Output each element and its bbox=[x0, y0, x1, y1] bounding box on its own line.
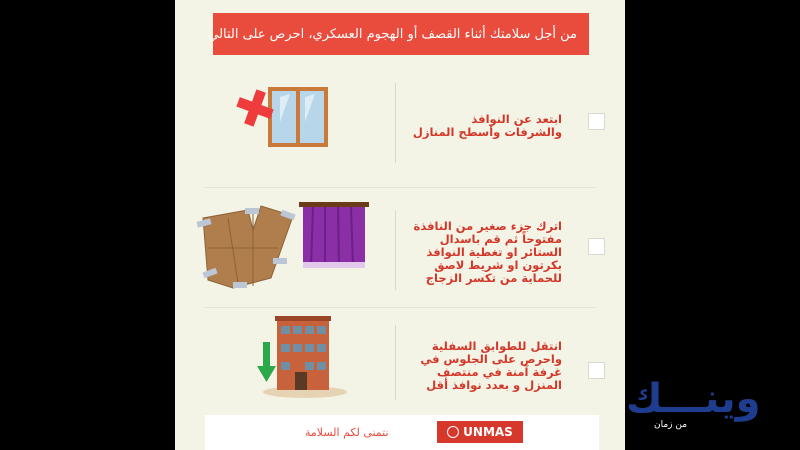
item-2-text: اترك جزء صغير من النافذة مفتوحاً ثم قم باسدال الستائر او تغطية النوافذ بكرتون او شريط لاصق للحماية من تكسر الزجاج bbox=[413, 219, 562, 285]
building-with-down-arrow-illustration bbox=[255, 312, 355, 402]
row-divider bbox=[205, 187, 595, 188]
watermark-tagline: من زمان bbox=[654, 420, 688, 430]
item-3-text: انتقل للطوابق السفلية واحرص على الجلوس في غرفة آمنة في منتصف المنزل و بعدد نوافذ أقل bbox=[420, 339, 562, 392]
window-with-x-illustration bbox=[235, 82, 335, 152]
unmas-label: UNMAS bbox=[463, 425, 513, 439]
column-divider bbox=[395, 325, 396, 400]
poster-footer bbox=[205, 415, 599, 450]
item-3-checkbox[interactable] bbox=[588, 362, 605, 379]
item-1-checkbox[interactable] bbox=[588, 113, 605, 130]
column-divider bbox=[395, 210, 396, 290]
watermark-brand: وينـــك bbox=[626, 376, 761, 422]
unmas-logo bbox=[437, 421, 523, 443]
row-divider bbox=[205, 307, 595, 308]
taped-window-and-curtain-illustration bbox=[193, 198, 393, 290]
column-divider bbox=[395, 83, 396, 163]
un-globe-icon bbox=[447, 426, 459, 438]
footer-message: نتمنى لكم السلامة bbox=[305, 426, 389, 439]
item-2-checkbox[interactable] bbox=[588, 238, 605, 255]
safety-poster bbox=[175, 0, 625, 450]
watermark-logo bbox=[626, 376, 798, 446]
item-1-text: ابتعد عن النوافذ والشرفات وأسطح المنازل bbox=[412, 112, 562, 139]
poster-header: من أجل سلامتك أثناء القصف أو الهجوم العسكري، احرص على التالي bbox=[213, 13, 589, 55]
